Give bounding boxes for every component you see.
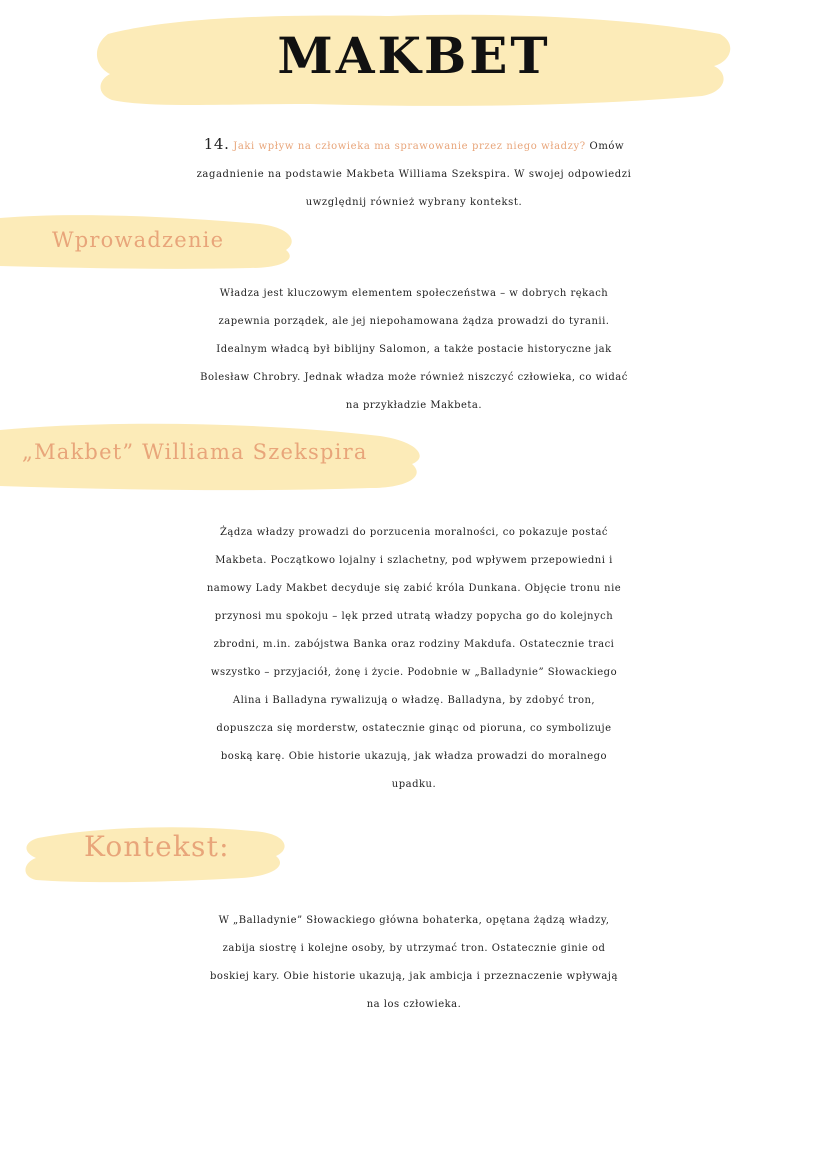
context-line: na los człowieka. bbox=[366, 999, 462, 1010]
question-text: Omów bbox=[589, 141, 625, 152]
intro-line: Władza jest kluczowym elementem społeczeństwa – w dobrych rękach bbox=[219, 288, 609, 299]
makbet-line: upadku. bbox=[391, 779, 437, 790]
makbet-heading: „Makbet” Williama Szekspira bbox=[22, 440, 368, 464]
question-block bbox=[0, 130, 828, 217]
intro-paragraph bbox=[0, 280, 828, 420]
context-paragraph bbox=[0, 907, 828, 1019]
makbet-line: zbrodni, m.in. zabójstwa Banka oraz rodziny Makdufa. Ostatecznie traci bbox=[213, 639, 615, 650]
question-number: 14. bbox=[203, 135, 230, 153]
makbet-line: Żądza władzy prowadzi do porzucenia moralności, co pokazuje postać bbox=[219, 527, 609, 538]
makbet-line: wszystko – przyjaciół, żonę i życie. Podobnie w „Balladynie” Słowackiego bbox=[210, 667, 618, 678]
intro-line: Idealnym władcą był biblijny Salomon, a także postacie historyczne jak bbox=[216, 344, 612, 355]
makbet-line: dopuszcza się morderstw, ostatecznie ginąc od pioruna, co symbolizuje bbox=[216, 723, 612, 734]
question-line-2: zagadnienie na podstawie Makbeta Williama Szekspira. W swojej odpowiedzi bbox=[196, 169, 632, 180]
intro-heading: Wprowadzenie bbox=[52, 228, 225, 252]
question-line-3: uwzględnij również wybrany kontekst. bbox=[305, 197, 523, 208]
intro-line: zapewnia porządek, ale jej niepohamowana żądza prowadzi do tyranii. bbox=[218, 316, 610, 327]
intro-line: na przykładzie Makbeta. bbox=[345, 400, 483, 411]
makbet-line: Alina i Balladyna rywalizują o władzę. Balladyna, by zdobyć tron, bbox=[232, 695, 596, 706]
question-line-1 bbox=[0, 130, 828, 161]
makbet-line: Makbeta. Początkowo lojalny i szlachetny, pod wpływem przepowiedni i bbox=[215, 555, 613, 566]
makbet-line: boską karę. Obie historie ukazują, jak władza prowadzi do moralnego bbox=[220, 751, 608, 762]
makbet-paragraph bbox=[0, 519, 828, 799]
context-line: zabija siostrę i kolejne osoby, by utrzymać tron. Ostatecznie ginie od bbox=[222, 943, 606, 954]
context-line: boskiej kary. Obie historie ukazują, jak ambicja i przeznaczenie wpływają bbox=[210, 971, 618, 982]
makbet-line: przynosi mu spokoju – lęk przed utratą władzy popycha go do kolejnych bbox=[214, 611, 614, 622]
makbet-line: namowy Lady Makbet decyduje się zabić króla Dunkana. Objęcie tronu nie bbox=[206, 583, 622, 594]
context-heading: Kontekst: bbox=[84, 830, 230, 863]
context-line: W „Balladynie” Słowackiego główna bohaterka, opętana żądzą władzy, bbox=[218, 915, 610, 926]
page-title: MAKBET bbox=[277, 26, 551, 85]
intro-line: Bolesław Chrobry. Jednak władza może również niszczyć człowieka, co widać bbox=[200, 372, 628, 383]
question-highlight: Jaki wpływ na człowieka ma sprawowanie przez niego władzy? bbox=[233, 141, 586, 152]
